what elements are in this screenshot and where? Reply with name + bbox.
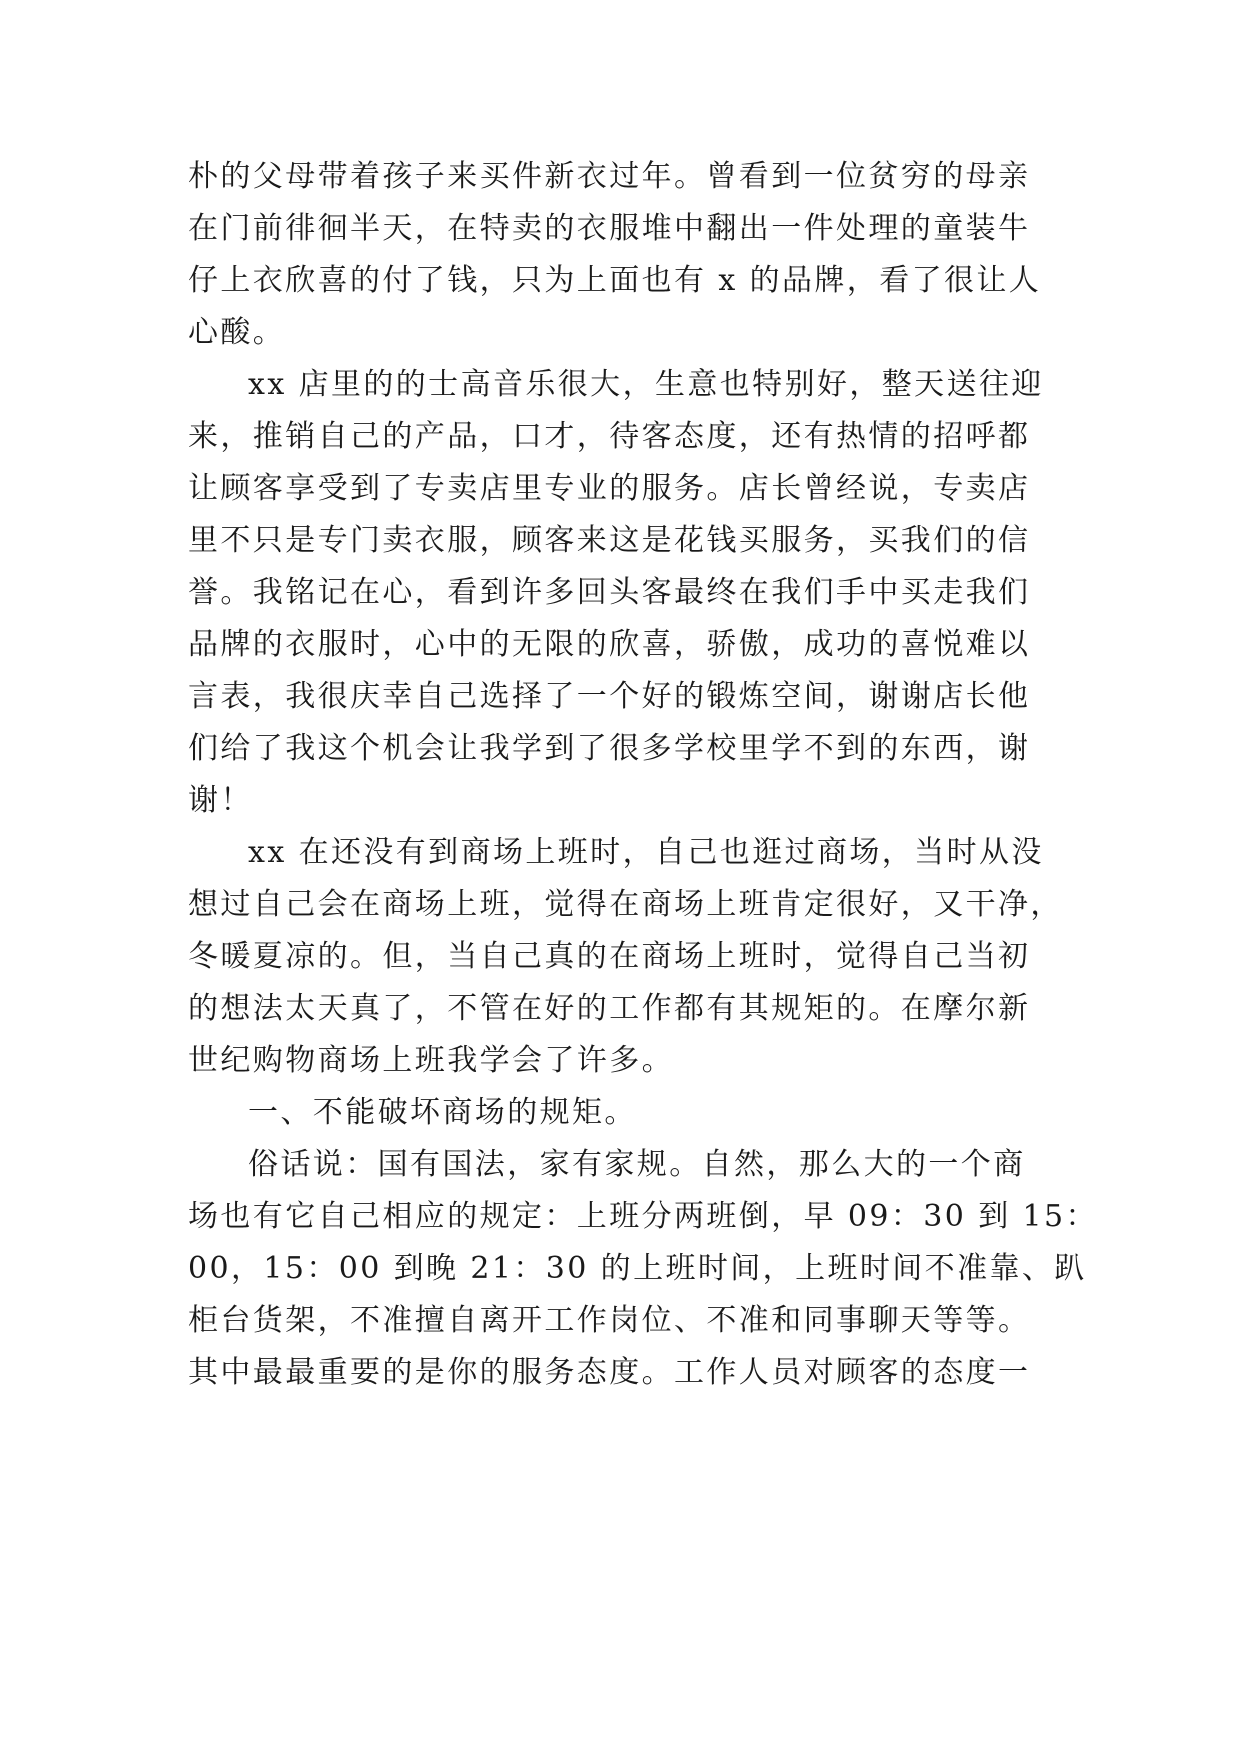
- text-line: 00，15：00 到晚 21：30 的上班时间，上班时间不准靠、趴: [188, 1251, 1087, 1286]
- paragraph-first-line: xx 店里的的士高音乐很大，生意也特别好，整天送往迎: [248, 367, 1044, 402]
- text-line: 柜台货架，不准擅自离开工作岗位、不准和同事聊天等等。: [188, 1303, 1031, 1338]
- text-line: 冬暖夏凉的。但，当自己真的在商场上班时，觉得自己当初: [188, 939, 1031, 974]
- text-line: 朴的父母带着孩子来买件新衣过年。曾看到一位贫穷的母亲: [188, 159, 1031, 194]
- text-line: 在门前徘徊半天，在特卖的衣服堆中翻出一件处理的童装牛: [188, 211, 1031, 246]
- text-line: 们给了我这个机会让我学到了很多学校里学不到的东西，谢: [188, 731, 1031, 766]
- section-heading: 一、不能破坏商场的规矩。: [248, 1095, 637, 1130]
- text-line: 场也有它自己相应的规定：上班分两班倒，早 09：30 到 15：: [188, 1199, 1098, 1234]
- text-line: 心酸。: [188, 315, 286, 350]
- text-line: 谢！: [188, 783, 253, 818]
- text-line: 的想法太天真了，不管在好的工作都有其规矩的。在摩尔新: [188, 991, 1031, 1026]
- text-line: 想过自己会在商场上班，觉得在商场上班肯定很好，又干净，: [188, 887, 1063, 922]
- paragraph-first-line: 俗话说：国有国法，家有家规。自然，那么大的一个商: [248, 1147, 1026, 1182]
- text-line: 其中最最重要的是你的服务态度。工作人员对顾客的态度一: [188, 1355, 1031, 1390]
- text-line: 誉。我铭记在心，看到许多回头客最终在我们手中买走我们: [188, 575, 1031, 610]
- text-line: 世纪购物商场上班我学会了许多。: [188, 1043, 674, 1078]
- text-line: 品牌的衣服时，心中的无限的欣喜，骄傲，成功的喜悦难以: [188, 627, 1031, 662]
- text-line: 来，推销自己的产品，口才，待客态度，还有热情的招呼都: [188, 419, 1031, 454]
- text-line: 言表，我很庆幸自己选择了一个好的锻炼空间，谢谢店长他: [188, 679, 1031, 714]
- paragraph-first-line: xx 在还没有到商场上班时，自己也逛过商场，当时从没: [248, 835, 1044, 870]
- text-line: 仔上衣欣喜的付了钱，只为上面也有 x 的品牌，看了很让人: [188, 263, 1042, 298]
- text-line: 让顾客享受到了专卖店里专业的服务。店长曾经说，专卖店: [188, 471, 1031, 506]
- text-line: 里不只是专门卖衣服，顾客来这是花钱买服务，买我们的信: [188, 523, 1031, 558]
